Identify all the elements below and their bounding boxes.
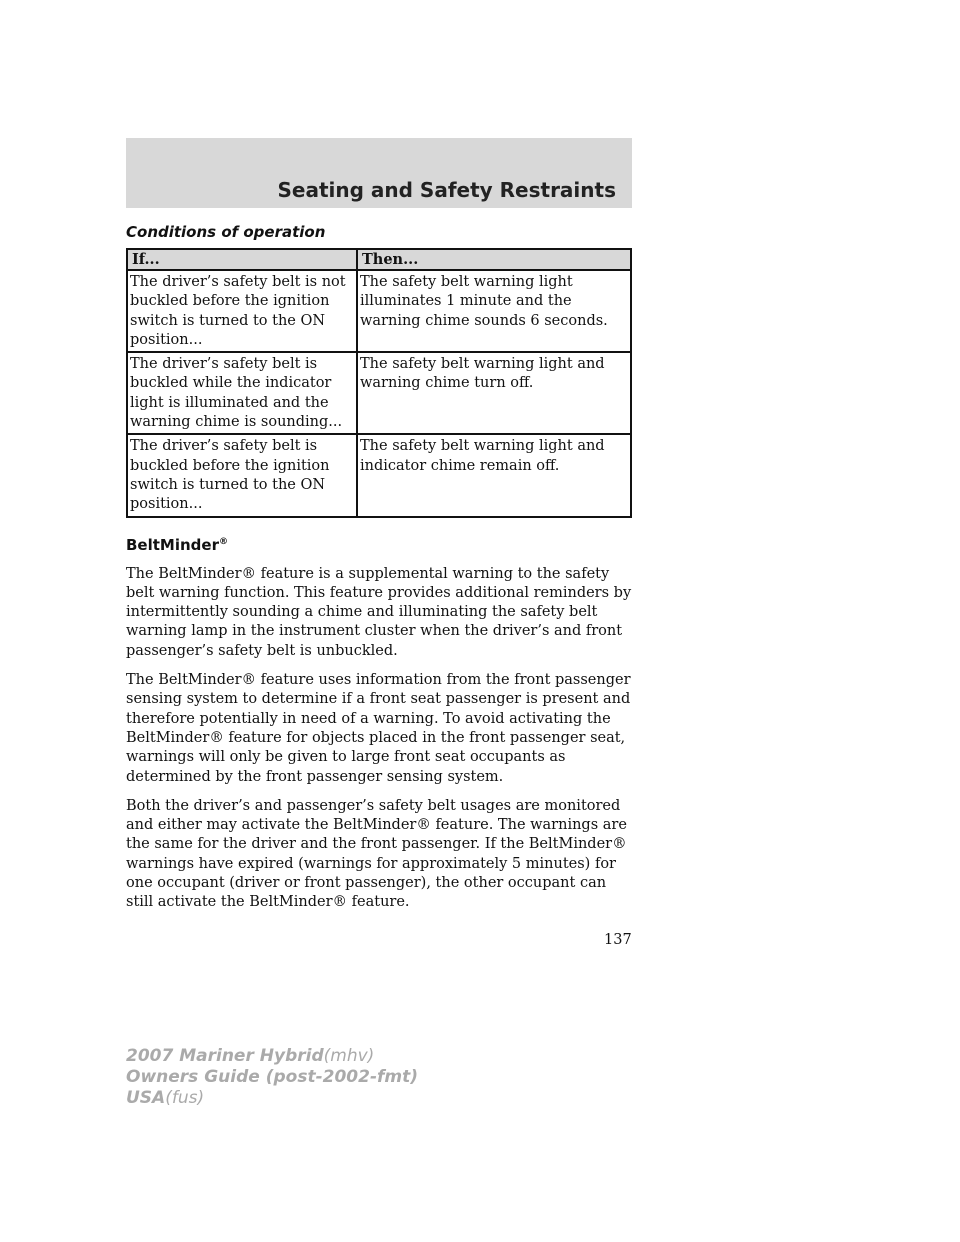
section-header-title: Seating and Safety Restraints <box>277 178 616 202</box>
column-header-if: If... <box>127 249 357 270</box>
table-row <box>127 352 631 434</box>
body-paragraph: The BeltMinder® feature uses information from the front passenger sensing system to determine if a front seat passenger is present and therefore potentially in need of a warning. To avoid activating the BeltMinder® feature for objects placed in the front passenger seat, warnings will only be given to large front seat occupants as determined by the front passenger sensing system. <box>126 672 631 785</box>
footer-line <box>126 1067 418 1088</box>
table-cell-then: The safety belt warning light and indicator chime remain off. <box>357 434 631 516</box>
table-cell-if: The driver’s safety belt is buckled before the ignition switch is turned to the ON position... <box>127 434 357 516</box>
conditions-table <box>126 248 632 518</box>
table-cell-then: The safety belt warning light illuminates 1 minute and the warning chime sounds 6 seconds. <box>357 270 631 352</box>
footer-market: USA <box>126 1088 166 1108</box>
table-cell-if: The driver’s safety belt is buckled while the indicator light is illuminated and the warning chime is sounding... <box>127 352 357 434</box>
column-header-then: Then... <box>357 249 631 270</box>
footer-model: 2007 Mariner Hybrid <box>126 1046 324 1066</box>
footer-guide: Owners Guide (post-2002-fmt) <box>126 1067 419 1087</box>
table-cell-then: The safety belt warning light and warning chime turn off. <box>357 352 631 434</box>
footer-line <box>126 1046 418 1067</box>
registered-mark: ® <box>218 536 228 547</box>
table-row <box>127 434 631 516</box>
section-header-band <box>126 138 632 208</box>
beltminder-title-text: BeltMinder <box>126 535 219 554</box>
body-paragraph: Both the driver’s and passenger’s safety belt usages are monitored and either may activate the BeltMinder® feature. The warnings are the same for the driver and the front passenger. If the BeltMinder® warnings have expired (warnings for approximately 5 minutes) for one occupant (driver or front passenger), the other occupant can still activate the BeltMinder® feature. <box>126 797 627 911</box>
footer-market-code: (fus) <box>165 1088 205 1108</box>
table-header-row <box>127 249 631 270</box>
conditions-title: Conditions of operation <box>126 223 326 241</box>
page-content <box>126 222 632 923</box>
beltminder-title <box>126 532 632 555</box>
footer-line <box>126 1088 418 1109</box>
document-footer <box>126 1046 418 1109</box>
page-number: 137 <box>604 932 632 948</box>
body-paragraph: The BeltMinder® feature is a supplemental warning to the safety belt warning function. This feature provides additional reminders by intermittently sounding a chime and illuminating the safety belt warning lamp in the instrument cluster when the driver’s and front passenger’s safety belt is unbuckled. <box>126 565 632 659</box>
footer-model-code: (mhv) <box>323 1046 375 1066</box>
table-row <box>127 270 631 352</box>
table-cell-if: The driver’s safety belt is not buckled before the ignition switch is turned to the ON position... <box>127 270 357 352</box>
